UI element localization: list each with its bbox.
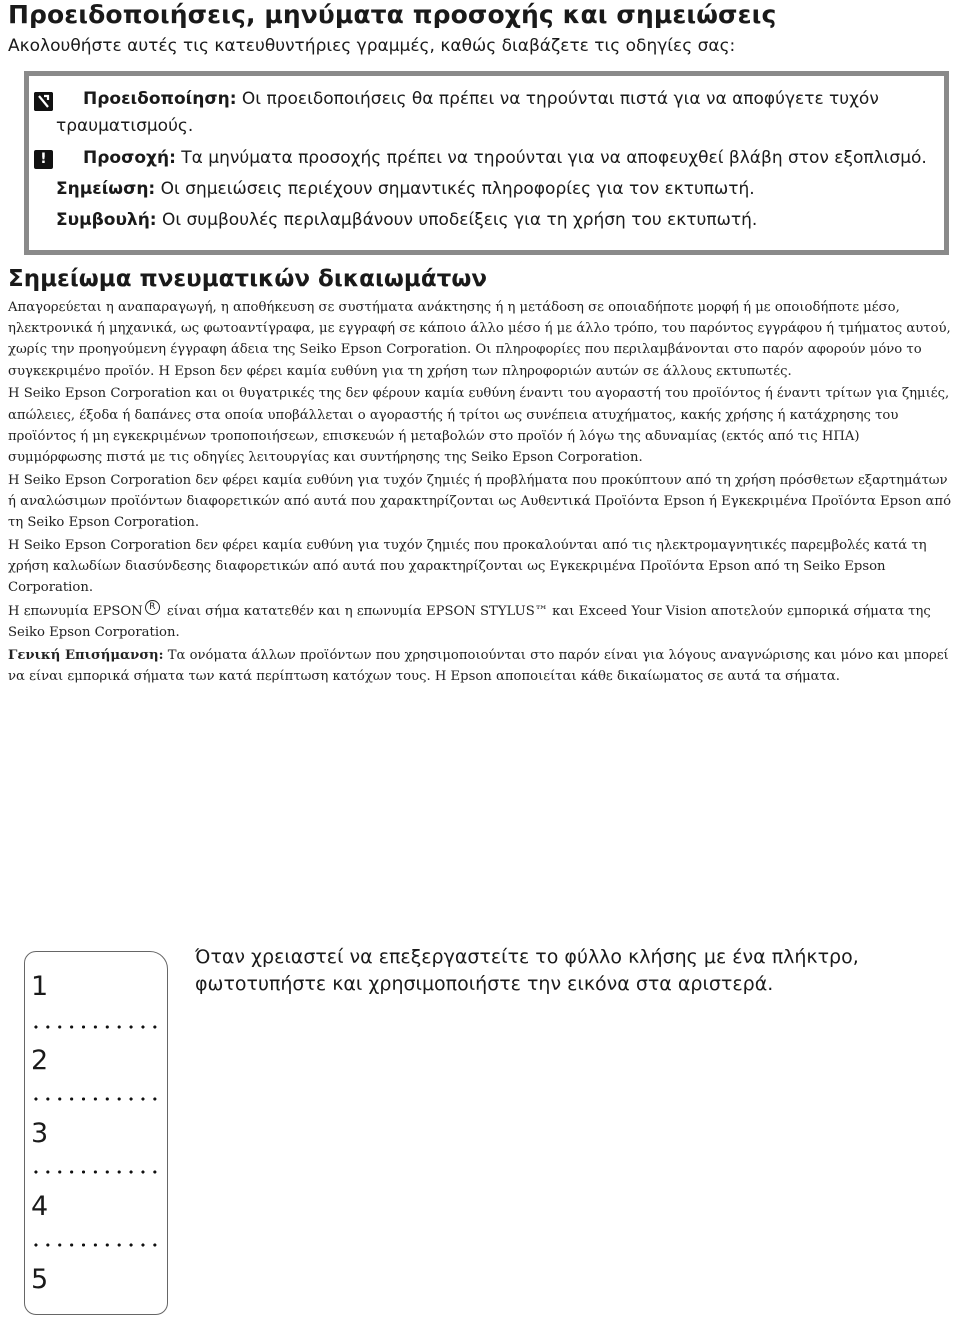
caution-notice [56, 148, 927, 168]
trademark-text-post: είναι σήμα κατατεθέν και η επωνυμία EPSON STYLUS™ και Exceed Your Vision αποτελούν εμπορικά σήματα της Seiko Epson Corporation. [8, 603, 931, 641]
dial-entry-line [30, 1025, 160, 1029]
dial-entry-line [30, 1170, 160, 1174]
tip-notice [56, 210, 757, 230]
note-label: Σημείωση: [56, 179, 156, 199]
notice-box [24, 71, 949, 255]
tip-label: Συμβουλή: [56, 210, 157, 230]
dial-number: 1 [31, 971, 49, 1002]
page-title: Προειδοποιήσεις, μηνύματα προσοχής και σημειώσεις [8, 0, 777, 29]
copyright-paragraph: Η Seiko Epson Corporation δεν φέρει καμία ευθύνη για τυχόν ζημιές που προκαλούνται από τις ηλεκτρομαγνητικές παρεμβολές κατά τη χρήση καλωδίων διασύνδεσης διαφορετικών από αυτά που χαρακτηρίζονται ως Εγκεκριμένα Προϊόντα Epson από τη Seiko Epson Corporation. [8, 537, 927, 596]
dial-number: 5 [31, 1264, 49, 1295]
copyright-paragraph: Η Seiko Epson Corporation δεν φέρει καμία ευθύνη για τυχόν ζημιές ή προβλήματα που προκύπτουν από τη χρήση πρόσθετων εξαρτημάτων ή αναλώσιμων προϊόντων διαφορετικών από αυτά που χαρακτηρίζονται ως Αυθεντικά Προϊόντα Epson ή Εγκεκριμένα Προϊόντα Epson από τη Seiko Epson Corporation. [8, 472, 952, 531]
trademark-text-pre: Η επωνυμία EPSON [8, 603, 143, 619]
caution-icon: ! [34, 150, 53, 169]
dial-number: 3 [31, 1118, 49, 1149]
general-notice-text: Τα ονόματα άλλων προϊόντων που χρησιμοποιούνται στο παρόν είναι για λόγους αναγνώρισης και μόνο και μπορεί να είναι εμπορικά σήματα των κατά περίπτωση κατόχων τους. Η Epson αποποιείται κάθε δικαίωματος σε αυτά τα σήματα. [8, 647, 949, 684]
copyright-paragraph: Απαγορεύεται η αναπαραγωγή, η αποθήκευση σε συστήματα ανάκτησης ή η μετάδοση σε οποιαδήποτε μορφή ή με οποιοδήποτε μέσο, ηλεκτρονικά ή μηχανικά, ως φωτοαντίγραφα, με εγγραφή σε κάποιο άλλο μέσο ή με άλλο τρόπο, του παρόντος εγγράφου ή τμήματος αυτού, χωρίς την προηγούμενη έγγραφη άδεια της Seiko Epson Corporation. Οι πληροφορίες που περιλαμβάνονται στο παρόν αφορούν μόνο το συγκεκριμένο προϊόν. Η Epson δεν φέρει καμία ευθύνη για τη χρήση των πληροφοριών αυτών σε άλλους εκτυπωτές. [8, 300, 951, 379]
general-notice-paragraph [8, 645, 952, 687]
page-subtitle: Ακολουθήστε αυτές τις κατευθυντήριες γραμμές, καθώς διαβάζετε τις οδηγίες σας: [8, 36, 736, 56]
dial-number: 2 [31, 1045, 49, 1076]
general-notice-label: Γενική Επισήμανση: [8, 647, 164, 663]
caution-label: Προσοχή: [83, 148, 176, 168]
copyright-body [8, 297, 952, 689]
warning-notice [56, 89, 879, 109]
dial-entry-line [30, 1097, 160, 1101]
copyright-title: Σημείωμα πνευματικών δικαιωμάτων [8, 266, 487, 292]
dial-card-instruction: Όταν χρειαστεί να επεξεργαστείτε το φύλλο κλήσης με ένα πλήκτρο, φωτοτυπήστε και χρησιμοποιήστε την εικόνα στα αριστερά. [195, 946, 859, 995]
registered-mark-icon: R [145, 600, 160, 615]
trademark-paragraph [8, 600, 952, 643]
warning-text-continued: τραυματισμούς. [56, 116, 194, 136]
note-notice [56, 179, 755, 199]
dial-entry-line [30, 1243, 160, 1247]
caution-text: Τα μηνύματα προσοχής πρέπει να τηρούνται για να αποφευχθεί βλάβη στον εξοπλισμό. [175, 148, 927, 168]
warning-text: Οι προειδοποιήσεις θα πρέπει να τηρούνται πιστά για να αποφύγετε τυχόν [236, 89, 879, 109]
warning-label: Προειδοποίηση: [83, 89, 237, 109]
dial-number: 4 [31, 1191, 49, 1222]
one-touch-dial-card [24, 951, 168, 1315]
tip-text: Οι συμβουλές περιλαμβάνουν υποδείξεις για τη χρήση του εκτυπωτή. [156, 210, 758, 230]
note-text: Οι σημειώσεις περιέχουν σημαντικές πληροφορίες για τον εκτυπωτή. [155, 179, 755, 199]
copyright-paragraph: Η Seiko Epson Corporation και οι θυγατρικές της δεν φέρουν καμία ευθύνη έναντι του αγοραστή του προϊόντος ή έναντι τρίτων για ζημιές, απώλειες, έξοδα ή δαπάνες στα οποία υποβάλλεται ο αγοραστής ή τρίτοι ως συνέπεια ατυχήματος, κακής χρήσης ή κατάχρησης του προϊόντος ή μη εγκεκριμένων τροποποιήσεων, επισκευών ή μεταβολών στο προϊόν ή λόγω της αδυναμίας (εκτός από τις ΗΠΑ) συμμόρφωσης πιστά με τις οδηγίες λειτουργίας και συντήρησης της Seiko Epson Corporation. [8, 386, 950, 465]
warning-icon [34, 92, 53, 111]
